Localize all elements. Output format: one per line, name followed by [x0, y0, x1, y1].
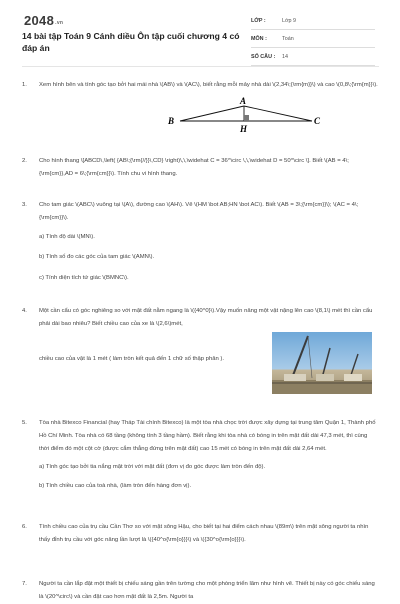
question-text: Xem hình bên và tính góc tạo bởi hai mái nhà \(AB\) và \(AC\), biết rằng mỗi mảy nhà dài \(2,34\;{\rm{m}}\) và cao \(0,8\;{\rm{m}}\). [39, 82, 378, 88]
crane-photo [272, 332, 372, 394]
question-text: chiều cao của vật là 1 mét ( làm tròn kết quả đến 1 chữ số thập phân ). [39, 356, 225, 362]
sub-question: b) Tính chiều cao của toà nhà, (làm tròn đến hàng đơn vị). [39, 483, 192, 490]
question-number: 5. [22, 420, 27, 426]
roof-diagram [166, 94, 326, 136]
question-number: 7. [22, 581, 27, 587]
meta-key: MÔN : [251, 35, 267, 42]
question-text: Cho tam giác \(ABC\) vuông tại \(A\), đường cao \(AH\). Vẽ \(HM \bot AB;HN \bot AC\). Biết \(AB = 3\;{\rm{cm}}\); \(AC = 4\;{\rm{cm}}\). [39, 202, 359, 221]
site-logo[interactable] [24, 13, 63, 28]
header [0, 0, 400, 62]
question-text: Tính chiều cao của trụ cầu Cần Thơ so với mặt sông Hậu, cho biết tại hai điểm cách nhau \(89m\) trên mặt sông người ta nhìn thấy đỉnh trụ cầu với góc nâng lần lượt là \({40^o{\rm{o}}}\) và \({30^o{\rm{o}}}\). [39, 524, 369, 543]
vertex-label: A [240, 96, 247, 106]
question-number: 1. [22, 82, 27, 88]
question-text: Một cần cẩu có góc nghiêng so với mặt đất nằm ngang là \({40^0}\).Vậy muốn nâng một vật nặng lên cao \(8,1\) mét thì cần cẩu phải dài bao nhiêu? Biết chiều cao của xe là \(2,6\)mét, [39, 308, 373, 327]
logo-text: 2048 [24, 13, 55, 28]
divider [22, 66, 379, 67]
sub-question: a) Tính góc tạo bởi tia nắng mặt trời với mặt đất (đơn vị đo góc được làm tròn đến độ). [39, 464, 266, 471]
sub-question: c) Tính diện tích tứ giác \(BMNC\). [39, 275, 129, 282]
meta-table [251, 12, 375, 66]
sub-question: b) Tính số đo các góc của tam giác \(AMN\). [39, 254, 155, 261]
vertex-label: H [240, 124, 248, 134]
document-title: 14 bài tập Toán 9 Cánh diều Ôn tập cuối chương 4 có đáp án [22, 31, 240, 53]
question-number: 3. [22, 202, 27, 208]
meta-row-count [251, 48, 375, 66]
question-number: 4. [22, 308, 27, 314]
question-number: 2. [22, 158, 27, 164]
meta-value: Toán [282, 35, 294, 42]
meta-key: SỐ CÂU : [251, 53, 276, 60]
meta-row-grade [251, 12, 375, 30]
question-text: Tòa nhà Bitexco Financial (hay Tháp Tài chính Bitexco) là một tòa nhà chọc trời được xây dựng tại trung tâm Quận 1, Thành phố Hồ Chí Minh. Tòa nhà có 68 tầng (không tính 3 tầng hầm). Biết rằng khi tòa nhà có bóng in trên mặt đất dài 47,3 mét, thì cùng thời điểm đó một cột cờ (được cắm thẳng đứng trên mặt đất) cao 15 mét có bóng in trên mặt đất dài 2,64 mét. [39, 420, 376, 452]
vertex-label: B [168, 116, 175, 126]
meta-key: LỚP : [251, 17, 266, 24]
vertex-label: C [314, 116, 321, 126]
meta-row-subject [251, 30, 375, 48]
meta-value: 14 [282, 53, 288, 60]
question-number: 6. [22, 524, 27, 530]
meta-value: Lớp 9 [282, 17, 297, 24]
logo-domain: .vn [55, 20, 64, 26]
question-text: Người ta cần lắp đặt một thiết bị chiếu sáng gần trên tường cho một phòng triển lãm như hình vẽ. Thiết bị này có góc chiếu sáng là \(20^\circ\) và cần đặt cao hơn mặt đất là 2,5m. Người ta [39, 581, 375, 600]
question-text: Cho hình thang \[ABCD\,\left( {AB\;{\rm{//}}\,CD} \right)\,\,\widehat C = 36^\circ \,\,\widehat D = 50^\circ \]. Biết \(AB = 4\;{\rm{cm}},AD = 6\;{\rm{cm}}\). Tính chu vi hình thang. [39, 158, 349, 177]
sub-question: a) Tính độ dài \(MN\). [39, 233, 95, 240]
